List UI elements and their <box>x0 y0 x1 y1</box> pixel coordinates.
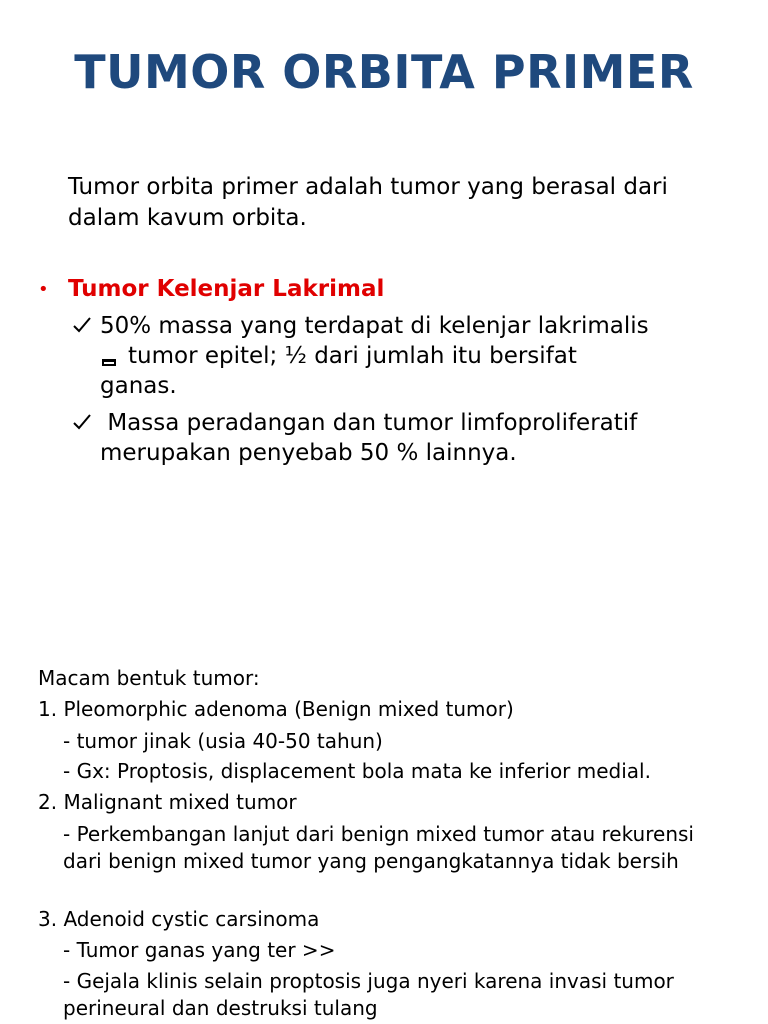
list-item-detail: - Gejala klinis selain proptosis juga nyeri karena invasi tumor perineural dan destruksi tulang <box>63 969 674 1020</box>
check-text-line: ganas. <box>100 373 177 399</box>
list-item-detail: - Tumor ganas yang ter >> <box>63 938 336 962</box>
page-title: TUMOR ORBITA PRIMER <box>74 45 694 99</box>
list-heading: Macam bentuk tumor: <box>38 666 260 690</box>
list-item-title: 1. Pleomorphic adenoma (Benign mixed tumor) <box>38 697 514 721</box>
bullet-label: Tumor Kelenjar Lakrimal <box>68 276 385 302</box>
check-text-line <box>100 341 726 371</box>
bullet-marker: • <box>38 279 49 300</box>
check-text <box>100 311 726 401</box>
list-item-detail: - Gx: Proptosis, displacement bola mata ke inferior medial. <box>63 759 651 783</box>
arrow-icon <box>100 355 118 369</box>
intro-paragraph: Tumor orbita primer adalah tumor yang berasal dari dalam kavum orbita. <box>68 174 668 231</box>
list-item-title: 3. Adenoid cystic carsinoma <box>38 907 320 931</box>
list-item-detail: - Perkembangan lanjut dari benign mixed tumor atau rekurensi dari benign mixed tumor yang pengangkatannya tidak bersih <box>63 822 694 873</box>
checkmark-icon <box>72 315 92 335</box>
check-text: Massa peradangan dan tumor limfoproliferatif merupakan penyebab 50 % lainnya. <box>100 410 645 466</box>
list-item-title: 2. Malignant mixed tumor <box>38 790 297 814</box>
check-text-segment: tumor epitel; ½ dari jumlah itu bersifat <box>128 343 577 369</box>
list-item-detail: - tumor jinak (usia 40-50 tahun) <box>63 729 383 753</box>
check-text-line: 50% massa yang terdapat di kelenjar lakrimalis <box>100 313 649 339</box>
checkmark-icon <box>72 412 92 432</box>
